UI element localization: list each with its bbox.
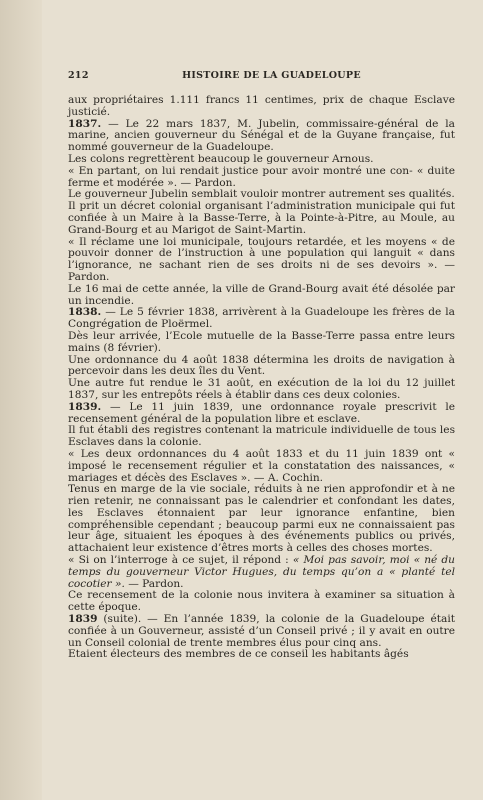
paragraph: 1839 (suite). — En l’année 1839, la colonie de la Guadeloupe était confiée à un Gouverneur, assisté d’un Conseil privé ; il y avait en outre un Conseil colonial de trente membres élus pour cinq ans. [68,613,455,649]
paragraph: 1838. — Le 5 février 1838, arrivèrent à la Guadeloupe les frères de la Congrégation de Ploërmel. [68,306,455,331]
quotation: « Si on l’interroge à ce sujet, il répond : « Moi pas savoir, moi « né du temps du gouverneur Victor Hugues, du temps qu’on a « planté tel cocotier ». — Pardon. [68,554,455,590]
paragraph: Dès leur arrivée, l’Ecole mutuelle de la Basse-Terre passa entre leurs mains (8 février). [68,329,455,354]
paragraph: Le gouverneur Jubelin semblait vouloir montrer autrement ses qualités. [68,188,455,201]
paragraph: aux propriétaires 1.111 francs 11 centimes, prix de chaque Esclave justicié. [68,94,455,118]
paragraph: Une autre fut rendue le 31 août, en exécution de la loi du 12 juillet 1837, sur les entrepôts réels à établir dans ces deux colonies. [68,377,455,401]
paragraph: Tenus en marge de la vie sociale, réduits à ne rien approfondir et à ne rien retenir, ne connaissant pas le calendrier et confondant les dates, les Esclaves étonnaient par leur ignorance enfantine, bien compréhensible cependant ; beaucoup parmi eux ne connaissaient pas leur âge, situaient les époques à des événements publics ou privés, attachaient leur existence d’êtres morts à celles des choses mortes. [68,483,455,555]
paragraph: Ce recensement de la colonie nous invitera à examiner sa situation à cette époque. [68,589,455,614]
quotation: « En partant, on lui rendait justice pour avoir montré une con- « duite ferme et modérée ». — Pardon. [68,164,455,189]
year-heading: 1838. [68,306,102,319]
year-heading: 1837. [68,117,102,130]
paragraph: Une ordonnance du 4 août 1838 détermina les droits de navigation à percevoir dans les deux îles du Vent. [68,353,455,378]
paragraph: Les colons regrettèrent beaucoup le gouverneur Arnous. [68,152,374,165]
paragraph: Il fut établi des registres contenant la matricule individuelle de tous les Esclaves dans la colonie. [68,424,455,449]
page-header [68,70,455,81]
page-number: 212 [68,70,89,81]
paragraph: 1839. — Le 11 juin 1839, une ordonnance royale prescrivit le recensement général de la population libre et esclave. [68,400,455,425]
paragraph: Etaient électeurs des membres de ce conseil les habitants âgés [68,648,409,661]
body-text [68,95,455,661]
year-heading: 1839. [68,400,102,413]
running-title: HISTOIRE DE LA GUADELOUPE [182,70,361,81]
paragraph: Il prit un décret colonial organisant l’administration municipale qui fut confiée à un Maire à la Basse-Terre, à la Pointe-à-Pitre, au Moule, au Grand-Bourg et au Marigot de Saint-Martin. [68,200,455,236]
paragraph: Le 16 mai de cette année, la ville de Grand-Bourg avait été désolée par un incendie. [68,282,455,307]
quotation: « Les deux ordonnances du 4 août 1833 et du 11 juin 1839 ont « imposé le recensement régulier et la constatation des naissances, « mariages et décès des Esclaves ». — A. Cochin. [68,447,455,484]
quotation: « Il réclame une loi municipale, toujours retardée, et les moyens « de pouvoir donner de l’instruction à une population qui languit « dans l’ignorance, ne sachant rien de ses droits ni de ses devoirs ». — Pardon. [68,235,455,283]
paragraph: 1837. — Le 22 mars 1837, M. Jubelin, commissaire-général de la marine, ancien gouverneur du Sénégal et de la Guyane française, fut nommé gouverneur de la Guadeloupe. [68,117,455,154]
year-heading: 1839 [68,613,98,626]
